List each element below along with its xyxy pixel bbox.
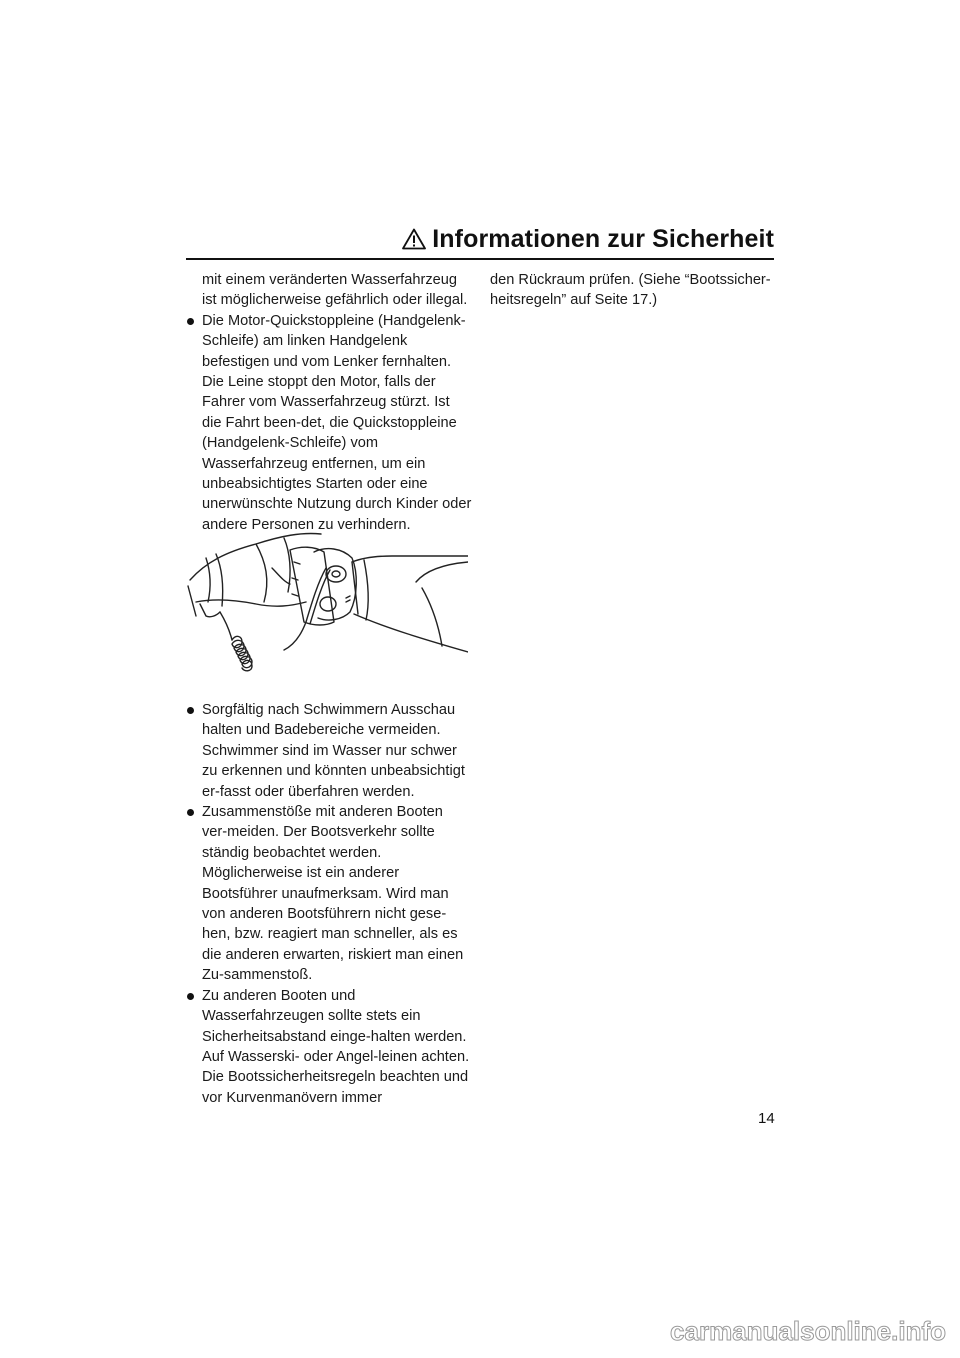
watermark-text: carmanualsonline.info — [670, 1318, 946, 1344]
page-title: Informationen zur Sicherheit — [432, 225, 774, 253]
continuation-text: den Rückraum prüfen. (Siehe “Bootssicher-heitsregeln” auf Seite 17.) — [490, 272, 771, 309]
page-number: 14 — [758, 1110, 775, 1127]
bullet-item: Zusammenstöße mit anderen Booten ver-meiden. Der Bootsverkehr sollte ständig beobachtet werden. Möglicherweise ist ein anderer Bootsführer unaufmerksam. Wird man von anderen Bootsführern nicht gese-hen, bzw. reagiert man schneller, als es die anderen erwarten, riskiert man einen Zu-sammenstoß. — [186, 802, 472, 986]
bullet-item: Die Motor-Quickstoppleine (Handgelenk-Schleife) am linken Handgelenk befestigen und vom Lenker fernhalten. Die Leine stoppt den Motor, falls der Fahrer vom Wasserfahrzeug stürzt. Ist die Fahrt been-det, die Quickstoppleine (Handgelenk-Schleife) vom Wasserfahrzeug entfernen, um ein unbeabsichtigtes Starten oder eine unerwünschte Nutzung durch Kinder oder andere Personen zu verhindern. — [186, 311, 472, 535]
warning-triangle-icon — [402, 228, 426, 250]
continuation-text: mit einem veränderten Wasserfahrzeug ist möglicherweise gefährlich oder illegal. — [202, 272, 468, 309]
right-column — [490, 270, 780, 311]
page-header — [186, 224, 774, 260]
left-column-top — [186, 270, 472, 535]
header-title-group — [402, 224, 774, 254]
watermark-logo — [568, 1318, 948, 1344]
lanyard-wrist-illustration — [186, 522, 468, 684]
bullet-item: Zu anderen Booten und Wasserfahrzeugen sollte stets ein Sicherheitsabstand einge-halten werden. Auf Wasserski- oder Angel-leinen achten. Die Bootssicherheitsregeln beachten und vor Kurvenmanövern immer — [186, 986, 472, 1108]
bullet-item: Sorgfältig nach Schwimmern Ausschau halten und Badebereiche vermeiden. Schwimmer sind im Wasser nur schwer zu erkennen und könnten unbeabsichtigt er-fasst oder überfahren werden. — [186, 700, 472, 802]
left-column-bottom — [186, 700, 472, 1108]
